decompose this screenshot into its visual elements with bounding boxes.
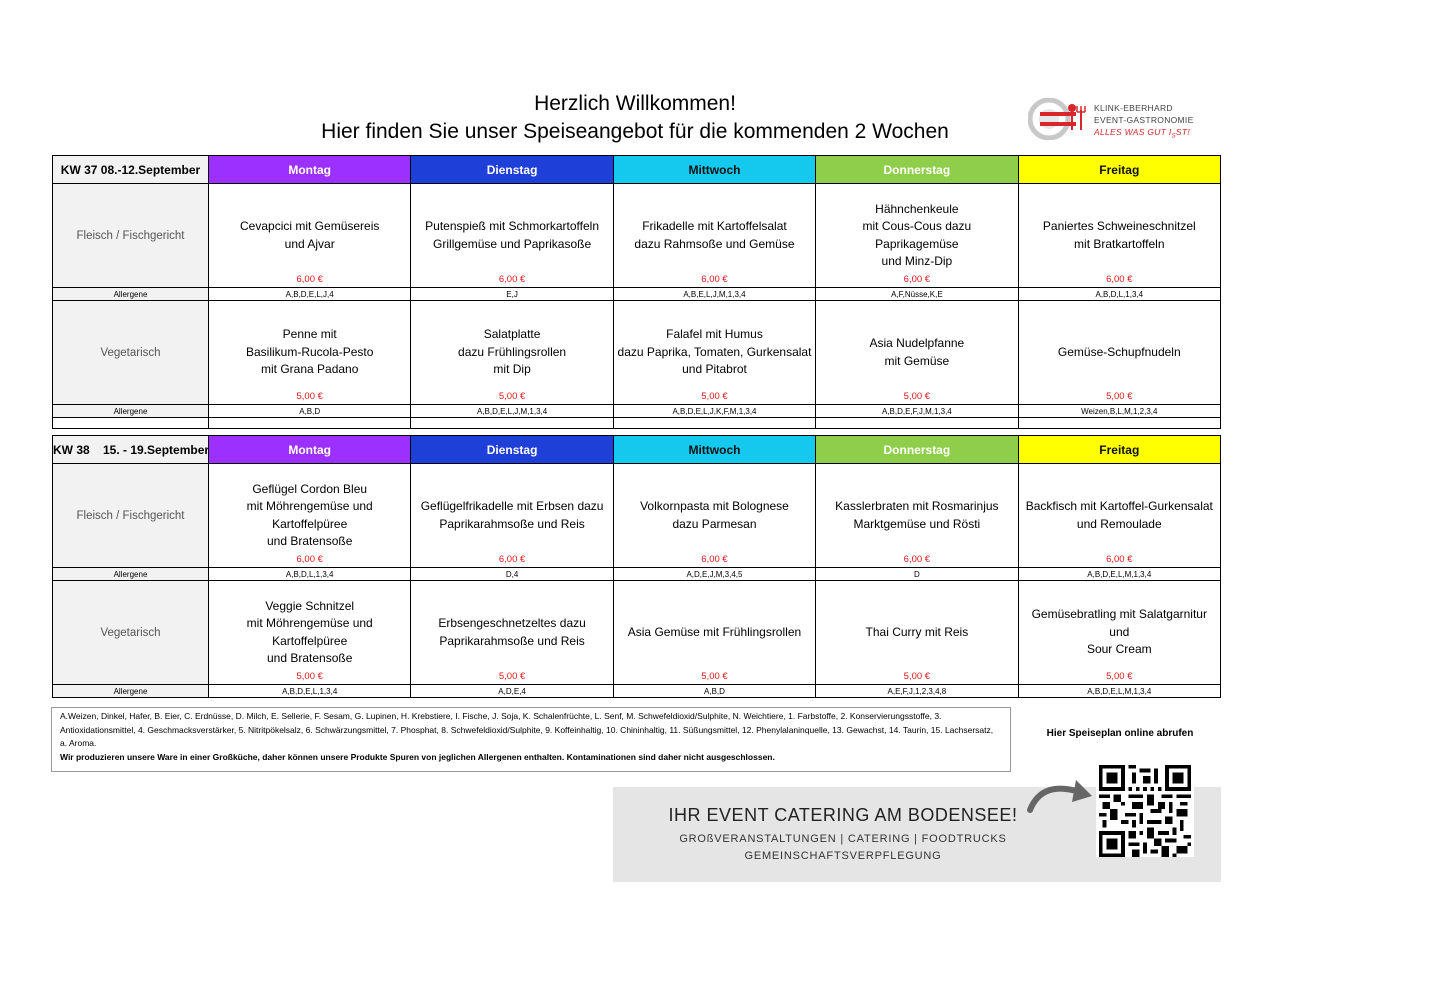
week-label: KW 37 08.-12.September — [53, 156, 209, 184]
dish-cell — [209, 301, 411, 405]
day-header-row — [53, 156, 1221, 184]
allergen-codes: A,B,D,E,F,J,M,1,3,4 — [816, 405, 1018, 418]
dish-cell — [816, 184, 1018, 288]
dish-cell — [1018, 301, 1220, 405]
dish-cell — [411, 581, 613, 685]
day-dienstag: Dienstag — [411, 436, 613, 464]
dish-price: 6,00 € — [903, 554, 931, 565]
logo-slogan-a: ALLES WAS GUT I — [1094, 127, 1172, 137]
legend-text: A.Weizen, Dinkel, Hafer, B. Eier, C. Erdnüsse, D. Milch, E. Sellerie, F. Sesam, G. Lupinen, H. Krebstiere, I. Fische, J. Soja, K. Schalenfrüchte, L. Senf, M. Schwefeldioxid/Sulphite, N. Weichtiere, 1. Farbstoffe, 2. Konservierungsstoffe, 3. Antioxidationsmittel, 4. Geschmacksverstärker, 5. Nitritpökelsalz, 6. Schwärzungsmittel, 7. Phosphat, 8. Schwefeldioxid/Sulphite, 9. Koffeinhaltig, 10. Chininhaltig, 11. Süßungsmittel, 12. Phenylalaninquelle, 13. Gewachst, 14. Taurin, 15. Lachsersatz, a. Aroma. — [60, 711, 994, 748]
logo-mark-icon — [1028, 98, 1092, 140]
dish-name: Asia Gemüse mit Frühlingsrollen — [627, 624, 802, 639]
allergen-codes: A,B,D — [613, 685, 815, 698]
dish-name: Thai Curry mit Reis — [865, 624, 969, 639]
category-meat: Fleisch / Fischgericht — [53, 464, 209, 568]
dish-name: Kasslerbraten mit Rosmarinjus Marktgemüse und Rösti — [835, 499, 999, 531]
allergen-label: Allergene — [53, 288, 209, 301]
dish-cell — [209, 184, 411, 288]
veg-row — [53, 581, 1221, 685]
dish-name: Gemüsebratling mit Salatgarnitur und Sour Cream — [1031, 607, 1207, 657]
allergen-legend — [51, 707, 1011, 772]
dish-cell — [209, 464, 411, 568]
dish-name: Erbsengeschnetzeltes dazu Paprikarahmsoße und Reis — [438, 616, 586, 648]
allergen-codes: D — [816, 568, 1018, 581]
day-mittwoch: Mittwoch — [613, 436, 815, 464]
dish-price: 5,00 € — [903, 391, 931, 402]
allergen-row — [53, 568, 1221, 581]
allergen-codes: Weizen,B,L,M,1,2,3,4 — [1018, 405, 1220, 418]
logo-slogan-s: S — [1171, 133, 1176, 140]
dish-price: 6,00 € — [1106, 274, 1133, 285]
day-freitag: Freitag — [1018, 156, 1220, 184]
dish-cell — [613, 184, 815, 288]
meat-row — [53, 464, 1221, 568]
page-title: Herzlich Willkommen! — [534, 92, 736, 115]
spacer-cell — [411, 418, 613, 429]
dish-name: Backfisch mit Kartoffel-Gurkensalat und Remoulade — [1025, 499, 1213, 531]
arrow-icon — [1024, 774, 1094, 814]
allergen-row — [53, 288, 1221, 301]
menu-table-week-37 — [52, 155, 1221, 429]
spacer-cell — [816, 418, 1018, 429]
dish-name: Putenspieß mit Schmorkartoffeln Grillgemüse und Paprikasoße — [425, 219, 600, 251]
dish-price: 6,00 € — [903, 274, 931, 285]
dish-name: Paniertes Schweineschnitzel mit Bratkartoffeln — [1042, 219, 1196, 251]
day-donnerstag: Donnerstag — [816, 436, 1018, 464]
allergen-codes: E,J — [411, 288, 613, 301]
allergen-codes: A,B,D,E,L,J,M,1,3,4 — [411, 405, 613, 418]
dish-price: 5,00 € — [903, 671, 931, 682]
day-header-row — [53, 436, 1221, 464]
dish-name: Penne mit Basilikum-Rucola-Pesto mit Grana Padano — [246, 327, 374, 377]
spacer-cell — [1018, 418, 1220, 429]
day-donnerstag: Donnerstag — [816, 156, 1018, 184]
day-montag: Montag — [209, 436, 411, 464]
allergen-codes: A,B,D,E,L,J,K,F,M,1,3,4 — [613, 405, 815, 418]
dish-price: 6,00 € — [1106, 554, 1133, 565]
dish-price: 5,00 € — [1106, 671, 1133, 682]
logo-line2: EVENT-GASTRONOMIE — [1094, 115, 1194, 125]
menu-table-week-38 — [52, 435, 1221, 698]
dish-cell — [1018, 464, 1220, 568]
category-meat: Fleisch / Fischgericht — [53, 184, 209, 288]
allergen-row — [53, 405, 1221, 418]
dish-name: Gemüse-Schupfnudeln — [1057, 344, 1181, 359]
dish-price: 6,00 € — [701, 554, 728, 565]
allergen-label: Allergene — [53, 685, 209, 698]
allergen-codes: A,E,F,J,1,2,3,4,8 — [816, 685, 1018, 698]
legend-note: Wir produzieren unsere Ware in einer Großküche, daher können unsere Produkte Spuren von jeglichen Allergenen enthalten. Kontaminationen sind daher nicht ausgeschlossen. — [60, 751, 775, 762]
dish-cell — [816, 464, 1018, 568]
allergen-codes: A,B,D,E,L,M,1,3,4 — [1018, 685, 1220, 698]
dish-price: 5,00 € — [498, 671, 526, 682]
day-montag: Montag — [209, 156, 411, 184]
qr-code-icon — [1096, 765, 1194, 857]
allergen-codes: D,4 — [411, 568, 613, 581]
banner-line1: GROßVERANSTALTUNGEN | CATERING | FOODTRUCKS — [679, 833, 1007, 845]
dish-name: Salatplatte dazu Frühlingsrollen mit Dip — [458, 327, 567, 377]
online-label: Hier Speiseplan online abrufen — [1046, 728, 1194, 739]
banner-services — [613, 831, 1073, 865]
dish-cell — [816, 581, 1018, 685]
spacer-cell — [209, 418, 411, 429]
dish-cell — [411, 301, 613, 405]
category-veg: Vegetarisch — [53, 581, 209, 685]
dish-price: 5,00 € — [701, 391, 728, 402]
banner-line2: GEMEINSCHAFTSVERPFLEGUNG — [744, 850, 942, 862]
dish-name: Falafel mit Humus dazu Paprika, Tomaten, Gurkensalat und Pitabrot — [617, 327, 812, 377]
spacer-cell — [613, 418, 815, 429]
logo-slogan — [1094, 126, 1194, 143]
qr-code[interactable] — [1096, 765, 1194, 857]
allergen-label: Allergene — [53, 405, 209, 418]
spacer-cell — [53, 418, 209, 429]
logo-text — [1094, 102, 1194, 143]
allergen-codes: A,D,E,J,M,3,4,5 — [613, 568, 815, 581]
dish-cell — [209, 581, 411, 685]
page-subtitle: Hier finden Sie unser Speiseangebot für die kommenden 2 Wochen — [321, 120, 949, 143]
dish-price: 6,00 € — [296, 554, 323, 565]
dish-price: 6,00 € — [296, 274, 323, 285]
allergen-codes: A,B,D,E,L,M,1,3,4 — [1018, 568, 1220, 581]
allergen-codes: A,B,D,L,1,3,4 — [1018, 288, 1220, 301]
allergen-codes: A,F,Nüsse,K,E — [816, 288, 1018, 301]
week-label: KW 38 15. - 19.September — [53, 436, 209, 464]
dish-name: Frikadelle mit Kartoffelsalat dazu Rahmsoße und Gemüse — [634, 219, 795, 251]
day-mittwoch: Mittwoch — [613, 156, 815, 184]
dish-price: 5,00 € — [296, 391, 323, 402]
dish-name: Asia Nudelpfanne mit Gemüse — [869, 336, 965, 368]
dish-price: 5,00 € — [701, 671, 728, 682]
dish-cell — [1018, 184, 1220, 288]
dish-cell — [816, 301, 1018, 405]
dish-price: 5,00 € — [498, 391, 526, 402]
dish-name: Geflügelfrikadelle mit Erbsen dazu Paprikarahmsoße und Reis — [420, 499, 604, 531]
dish-cell — [411, 184, 613, 288]
dish-name: Hähnchenkeule mit Cous-Cous dazu Paprikagemüse und Minz-Dip — [862, 201, 972, 268]
allergen-codes: A,D,E,4 — [411, 685, 613, 698]
dish-price: 5,00 € — [1106, 391, 1133, 402]
dish-price: 6,00 € — [498, 274, 526, 285]
day-dienstag: Dienstag — [411, 156, 613, 184]
dish-cell — [1018, 581, 1220, 685]
allergen-codes: A,B,D — [209, 405, 411, 418]
dish-name: Geflügel Cordon Bleu mit Möhrengemüse und Kartoffelpüree und Bratensoße — [246, 481, 373, 548]
category-veg: Vegetarisch — [53, 301, 209, 405]
dish-cell — [411, 464, 613, 568]
day-freitag: Freitag — [1018, 436, 1220, 464]
dish-name: Veggie Schnitzel mit Möhrengemüse und Kartoffelpüree und Bratensoße — [246, 598, 373, 665]
allergen-codes: A,B,D,L,1,3,4 — [209, 568, 411, 581]
allergen-codes: A,B,E,L,J,M,1,3,4 — [613, 288, 815, 301]
allergen-codes: A,B,D,E,L,1,3,4 — [209, 685, 411, 698]
dish-cell — [613, 301, 815, 405]
allergen-row — [53, 685, 1221, 698]
dish-name: Volkornpasta mit Bolognese dazu Parmesan — [640, 499, 789, 531]
logo-slogan-b: ST! — [1175, 127, 1190, 137]
dish-price: 6,00 € — [498, 554, 526, 565]
spacer-row — [53, 418, 1221, 429]
dish-cell — [613, 464, 815, 568]
allergen-codes: A,B,D,E,L,J,4 — [209, 288, 411, 301]
banner-headline: IHR EVENT CATERING AM BODENSEE! — [668, 805, 1018, 825]
allergen-label: Allergene — [53, 568, 209, 581]
dish-price: 6,00 € — [701, 274, 728, 285]
veg-row — [53, 301, 1221, 405]
logo-line1: KLINK-EBERHARD — [1094, 103, 1173, 113]
dish-name: Cevapcici mit Gemüsereis und Ajvar — [240, 219, 380, 251]
dish-price: 5,00 € — [296, 671, 323, 682]
meat-row — [53, 184, 1221, 288]
company-logo — [1028, 98, 1228, 140]
dish-cell — [613, 581, 815, 685]
